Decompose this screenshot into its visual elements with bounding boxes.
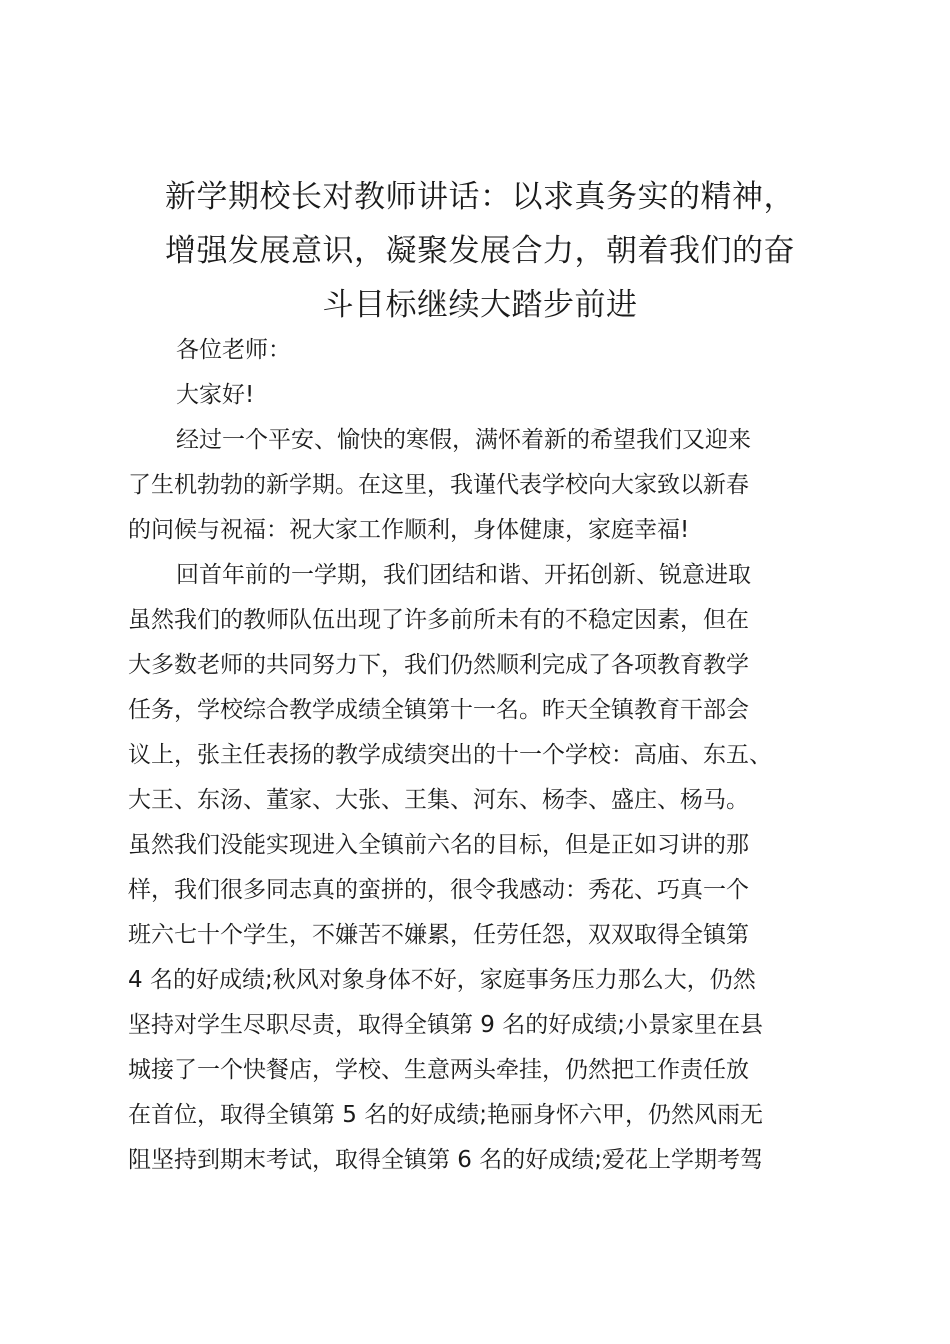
paragraph-line: 回首年前的一学期，我们团结和谐、开拓创新、锐意进取 bbox=[176, 562, 751, 588]
paragraph-line: 阻坚持到期末考试，取得全镇第 6 名的好成绩;爱花上学期考驾 bbox=[128, 1147, 764, 1173]
paragraph-line: 虽然我们的教师队伍出现了许多前所未有的不稳定因素，但在 bbox=[128, 607, 749, 633]
paragraph-line: 在首位，取得全镇第 5 名的好成绩;艳丽身怀六甲，仍然风雨无 bbox=[128, 1102, 764, 1128]
document-body bbox=[128, 328, 848, 1183]
paragraph-line: 坚持对学生尽职尽责，取得全镇第 9 名的好成绩;小景家里在县 bbox=[128, 1012, 764, 1038]
greeting: 大家好! bbox=[176, 382, 255, 408]
paragraph-line: 班六七十个学生，不嫌苦不嫌累，任劳任怨，双双取得全镇第 bbox=[128, 922, 749, 948]
title-line-2: 增强发展意识，凝聚发展合力，朝着我们的奋 bbox=[165, 233, 795, 269]
title-line-1: 新学期校长对教师讲话：以求真务实的精神， bbox=[165, 179, 795, 215]
paragraph-line: 议上，张主任表扬的教学成绩突出的十一个学校：高庙、东五、 bbox=[128, 742, 772, 768]
paragraph-line: 大多数老师的共同努力下，我们仍然顺利完成了各项教育教学 bbox=[128, 652, 749, 678]
paragraph-line: 虽然我们没能实现进入全镇前六名的目标，但是正如习讲的那 bbox=[128, 832, 749, 858]
paragraph-line: 大王、东汤、董家、大张、王集、河东、杨李、盛庄、杨马。 bbox=[128, 787, 749, 813]
paragraph-line: 的问候与祝福：祝大家工作顺利，身体健康，家庭幸福! bbox=[128, 517, 690, 543]
paragraph-line: 城接了一个快餐店，学校、生意两头牵挂，仍然把工作责任放 bbox=[128, 1057, 749, 1083]
paragraph-line: 经过一个平安、愉快的寒假，满怀着新的希望我们又迎来 bbox=[176, 427, 751, 453]
paragraph-line: 了生机勃勃的新学期。在这里，我谨代表学校向大家致以新春 bbox=[128, 472, 749, 498]
salutation: 各位老师： bbox=[176, 337, 291, 363]
paragraph-line: 样，我们很多同志真的蛮拼的，很令我感动：秀花、巧真一个 bbox=[128, 877, 749, 903]
paragraph-line: 4 名的好成绩;秋风对象身体不好，家庭事务压力那么大，仍然 bbox=[128, 967, 756, 993]
document-title bbox=[110, 170, 850, 332]
paragraph-line: 任务，学校综合教学成绩全镇第十一名。昨天全镇教育干部会 bbox=[128, 697, 749, 723]
title-line-3: 斗目标继续大踏步前进 bbox=[322, 287, 638, 323]
